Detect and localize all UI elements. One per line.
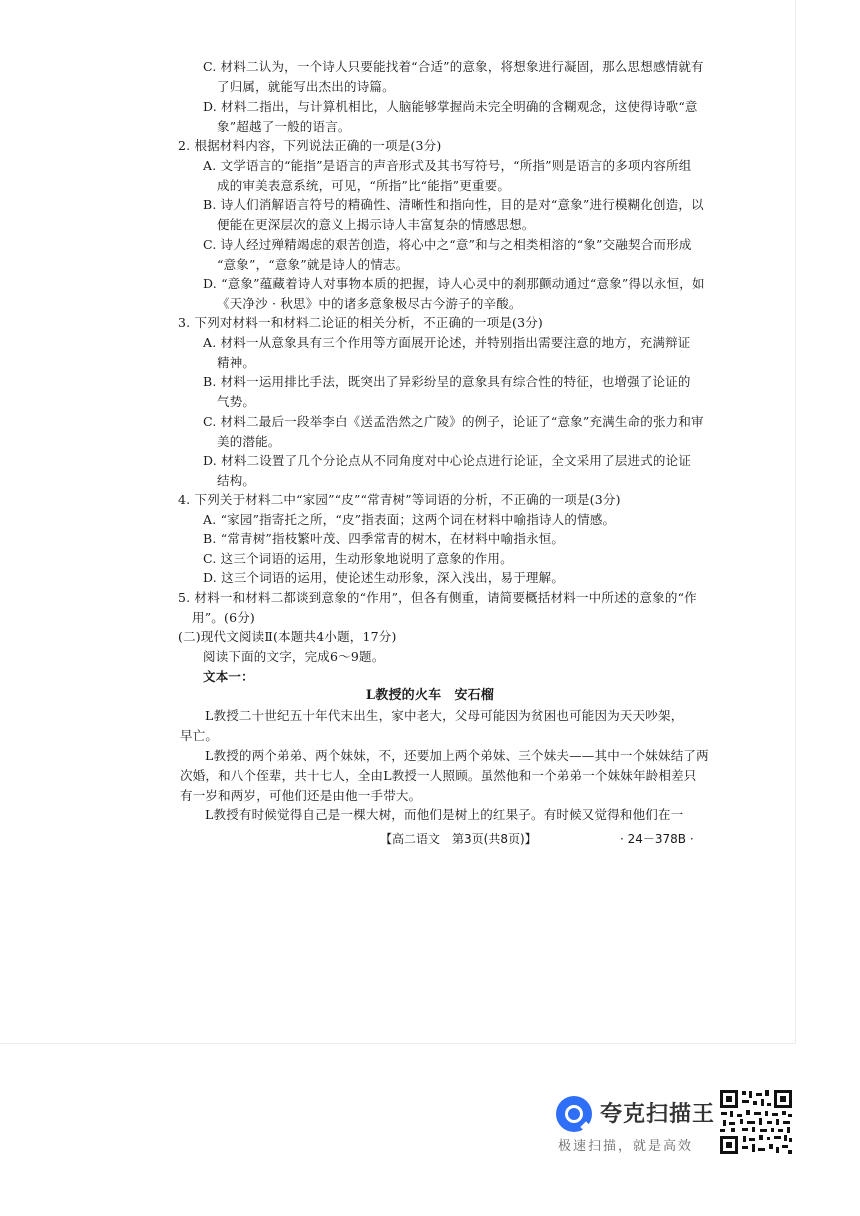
- q4-option-d: D. 这三个词语的运用，使论述生动形象，深入浅出，易于理解。: [203, 570, 565, 585]
- q5-line2: 用”。(6分): [192, 610, 255, 625]
- section2-instruction: 阅读下面的文字，完成6～9题。: [203, 649, 385, 664]
- q3-option-c-line2: 美的潜能。: [217, 434, 281, 449]
- story-paragraph-2-line2: 次婚，和八个侄辈，共十七人，全由L教授一人照顾。虽然他和一个弟弟一个妹妹年龄相差只: [180, 768, 697, 783]
- story-paragraph-2-line1: L教授的两个弟弟、两个妹妹，不，还要加上两个弟妹、三个妹夫——其中一个妹妹结了两: [205, 748, 709, 763]
- q3-option-d-line1: D. 材料二设置了几个分论点从不同角度对中心论点进行论证，全文采用了层进式的论证: [203, 453, 692, 468]
- q2-option-c-line1: C. 诗人经过殚精竭虑的艰苦创造，将心中之“意”和与之相类相溶的“象”交融契合而形成: [203, 237, 692, 252]
- q3-option-a-line1: A. 材料一从意象具有三个作用等方面展开论述，并特别指出需要注意的地方，充满辩证: [203, 335, 691, 350]
- brand-name: 夸克扫描王: [600, 1102, 716, 1127]
- q2-option-b-line2: 便能在更深层次的意义上揭示诗人丰富复杂的情感思想。: [217, 217, 535, 232]
- q2-option-a-line1: A. 文学语言的“能指”是语言的声音形式及其书写符号，“所指”则是语言的多项内容所组: [203, 158, 692, 173]
- q3-option-b-line1: B. 材料一运用排比手法，既突出了异彩纷呈的意象具有综合性的特征，也增强了论证的: [203, 374, 691, 389]
- q3-option-b-line2: 气势。: [217, 394, 256, 409]
- q3-option-d-line2: 结构。: [217, 473, 256, 488]
- q4-option-c: C. 这三个词语的运用，生动形象地说明了意象的作用。: [203, 551, 513, 566]
- q3-stem: 3. 下列对材料一和材料二论证的相关分析，不正确的一项是(3分): [178, 315, 544, 330]
- q3-option-c-line1: C. 材料二最后一段举李白《送孟浩然之广陵》的例子，论证了“意象”充满生命的张力和审: [203, 414, 704, 429]
- section2-heading: (二)现代文阅读Ⅱ(本题共4小题，17分): [178, 629, 397, 644]
- q4-stem: 4. 下列关于材料二中“家园”“皮”“常青树”等词语的分析，不正确的一项是(3分): [178, 492, 621, 507]
- q2-option-a-line2: 成的审美表意系统，可见，“所指”比“能指”更重要。: [217, 178, 511, 193]
- story-paragraph-1-line1: L教授二十世纪五十年代末出生，家中老大，父母可能因为贫困也可能因为天天吵架，: [205, 708, 684, 723]
- q2-option-c-line2: “意象”，“意象”就是诗人的情志。: [217, 257, 409, 272]
- q1-option-c-line2: 了归属，就能写出杰出的诗篇。: [217, 79, 395, 94]
- story-paragraph-2-line3: 有一岁和两岁，可他们还是由他一手带大。: [180, 788, 422, 803]
- story-paragraph-3-line1: L教授有时候觉得自己是一棵大树，而他们是树上的红果子。有时候又觉得和他们在一: [205, 807, 684, 822]
- q1-option-d-line1: D. 材料二指出，与计算机相比，人脑能够掌握尚未完全明确的含糊观念，这使得诗歌“意: [203, 99, 698, 114]
- story-paragraph-1-line2: 早亡。: [180, 728, 219, 743]
- q2-option-b-line1: B. 诗人们消解语言符号的精确性、清晰性和指向性，目的是对“意象”进行模糊化创造，以: [203, 197, 704, 212]
- quark-logo-icon: [556, 1096, 592, 1132]
- q4-option-b: B. “常青树”指枝繁叶茂、四季常青的树木，在材料中喻指永恒。: [203, 531, 565, 546]
- scanner-watermark: [556, 1093, 716, 1153]
- q5-line1: 5. 材料一和材料二都谈到意象的“作用”，但各有侧重，请简要概括材料一中所述的意象的“作: [178, 590, 697, 605]
- q2-option-d-line2: 《天净沙 · 秋思》中的诸多意象极尽古今游子的辛酸。: [217, 296, 522, 311]
- page-footer: 【高二语文 第3页(共8页)】: [380, 832, 537, 846]
- brand-slogan: 极速扫描，就是高效: [558, 1139, 694, 1154]
- qr-code-icon: [718, 1088, 794, 1156]
- q2-stem: 2. 根据材料内容，下列说法正确的一项是(3分): [178, 138, 442, 153]
- story-title: L教授的火车 安石榴: [365, 688, 495, 703]
- q3-option-a-line2: 精神。: [217, 355, 256, 370]
- q4-option-a: A. “家园”指寄托之所，“皮”指表面；这两个词在材料中喻指诗人的情感。: [203, 512, 616, 527]
- text-label: 文本一：: [203, 669, 254, 684]
- q1-option-d-line2: 象”超越了一般的语言。: [217, 119, 351, 134]
- paper-code: · 24－378B ·: [620, 832, 694, 846]
- q1-option-c-line1: C. 材料二认为，一个诗人只要能找着“合适”的意象，将想象进行凝固，那么思想感情就有: [203, 59, 704, 74]
- q2-option-d-line1: D. “意象”蕴藏着诗人对事物本质的把握，诗人心灵中的刹那颤动通过“意象”得以永恒，如: [203, 276, 705, 291]
